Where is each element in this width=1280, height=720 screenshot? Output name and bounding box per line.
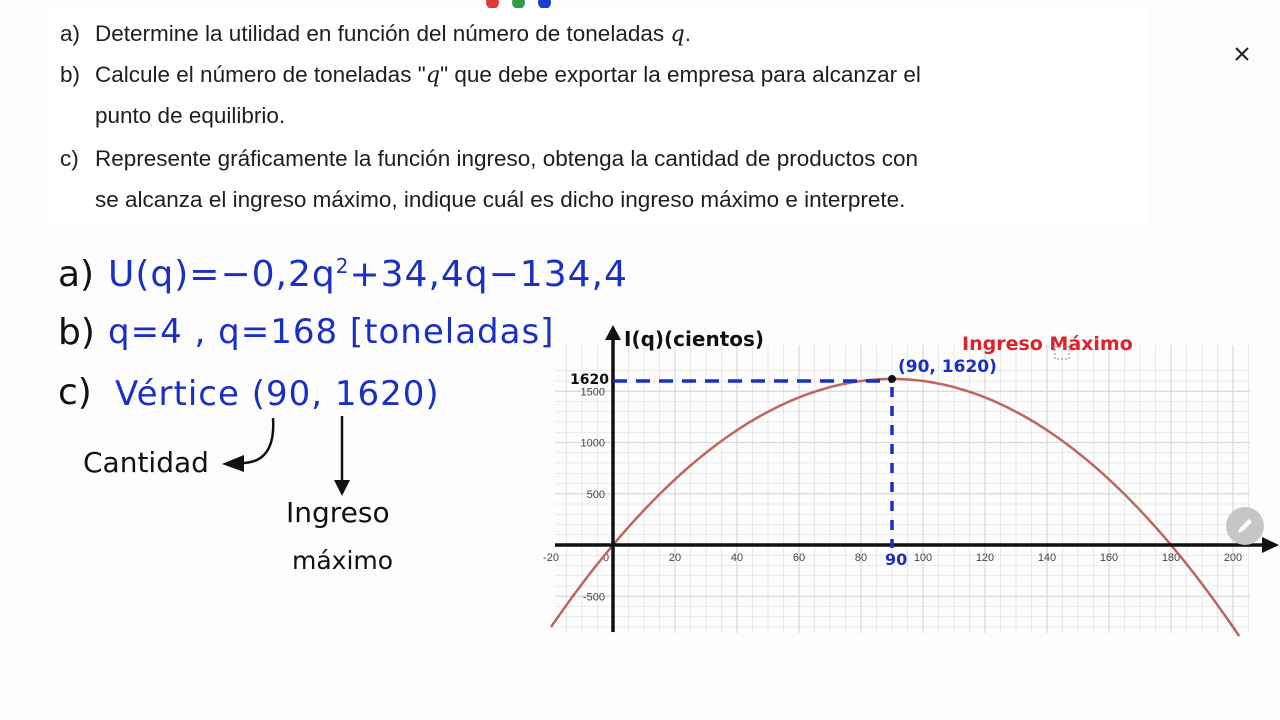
- x-tick-label: 100: [913, 552, 933, 564]
- chart-grid: [555, 345, 1250, 633]
- chart-ticks: [543, 386, 1242, 603]
- item-c-label: c): [60, 146, 79, 171]
- ingreso-label: Ingreso: [286, 496, 390, 529]
- y-axis-arrowhead: [605, 325, 621, 340]
- answer-a-left: U(q)=−0,2q: [108, 254, 336, 295]
- y-tick-label: 500: [586, 488, 605, 501]
- x-tick-label: 20: [668, 552, 682, 564]
- answer-c-label: c): [58, 372, 92, 413]
- item-a-text: Determine la utilidad en función del número de toneladas: [95, 21, 665, 46]
- y-axis-title: I(q)(cientos): [624, 327, 765, 351]
- x-tick-label: 40: [730, 552, 744, 564]
- pencil-icon: [1235, 516, 1255, 536]
- x-tick-label: 80: [854, 552, 868, 564]
- x-tick-label: 200: [1223, 552, 1243, 564]
- item-a-end: .: [684, 21, 692, 46]
- x-tick-label: 140: [1037, 552, 1057, 564]
- vertex-label: (90, 1620): [898, 357, 997, 377]
- x-mark-90: 90: [885, 550, 908, 569]
- x-tick-label: 180: [1161, 552, 1181, 564]
- y-tick-label: 1000: [580, 437, 605, 450]
- maximo-label: máximo: [292, 546, 394, 575]
- x-tick-label: 120: [975, 552, 995, 564]
- item-b-var: q: [425, 62, 441, 88]
- cantidad-label: Cantidad: [83, 446, 209, 479]
- x-tick-label: 0: [603, 552, 610, 564]
- y-tick-label: 1500: [580, 386, 605, 399]
- item-c-text-1: Represente gráficamente la función ingreso, obtenga la cantidad de productos con: [95, 146, 919, 171]
- answer-a-right: +34,4q−134,4: [349, 254, 628, 295]
- edit-button[interactable]: [1226, 507, 1264, 545]
- answer-c-vertex: Vértice (90, 1620): [115, 374, 440, 414]
- answer-a-exponent: 2: [335, 254, 350, 278]
- x-tick-label: -20: [543, 552, 559, 564]
- y-mark-1620: 1620: [570, 372, 609, 388]
- item-a-label: a): [60, 21, 81, 46]
- income-curve: [551, 379, 1239, 636]
- vertex-point: [888, 375, 896, 383]
- item-b-text-2: " que debe exportar la empresa para alcanzar el: [440, 62, 921, 87]
- item-b-label: b): [60, 62, 81, 87]
- item-b-text-1: Calcule el número de toneladas ": [95, 62, 426, 87]
- item-a-var: q: [670, 21, 685, 47]
- x-tick-label: 160: [1099, 552, 1119, 564]
- x-axis-arrowhead: [1262, 537, 1279, 553]
- item-b-text-3: punto de equilibrio.: [95, 103, 286, 128]
- answer-b-equation: q=4 , q=168 [toneladas]: [108, 312, 555, 352]
- item-c-text-2: se alcanza el ingreso máximo, indique cuál es dicho ingreso máximo e interprete.: [95, 187, 906, 212]
- answer-b-label: b): [58, 312, 95, 353]
- y-tick-label: -500: [582, 591, 605, 604]
- x-tick-label: 60: [792, 552, 806, 564]
- ingreso-maximo-label: Ingreso Máximo: [962, 333, 1133, 355]
- answer-a-label: a): [58, 254, 95, 295]
